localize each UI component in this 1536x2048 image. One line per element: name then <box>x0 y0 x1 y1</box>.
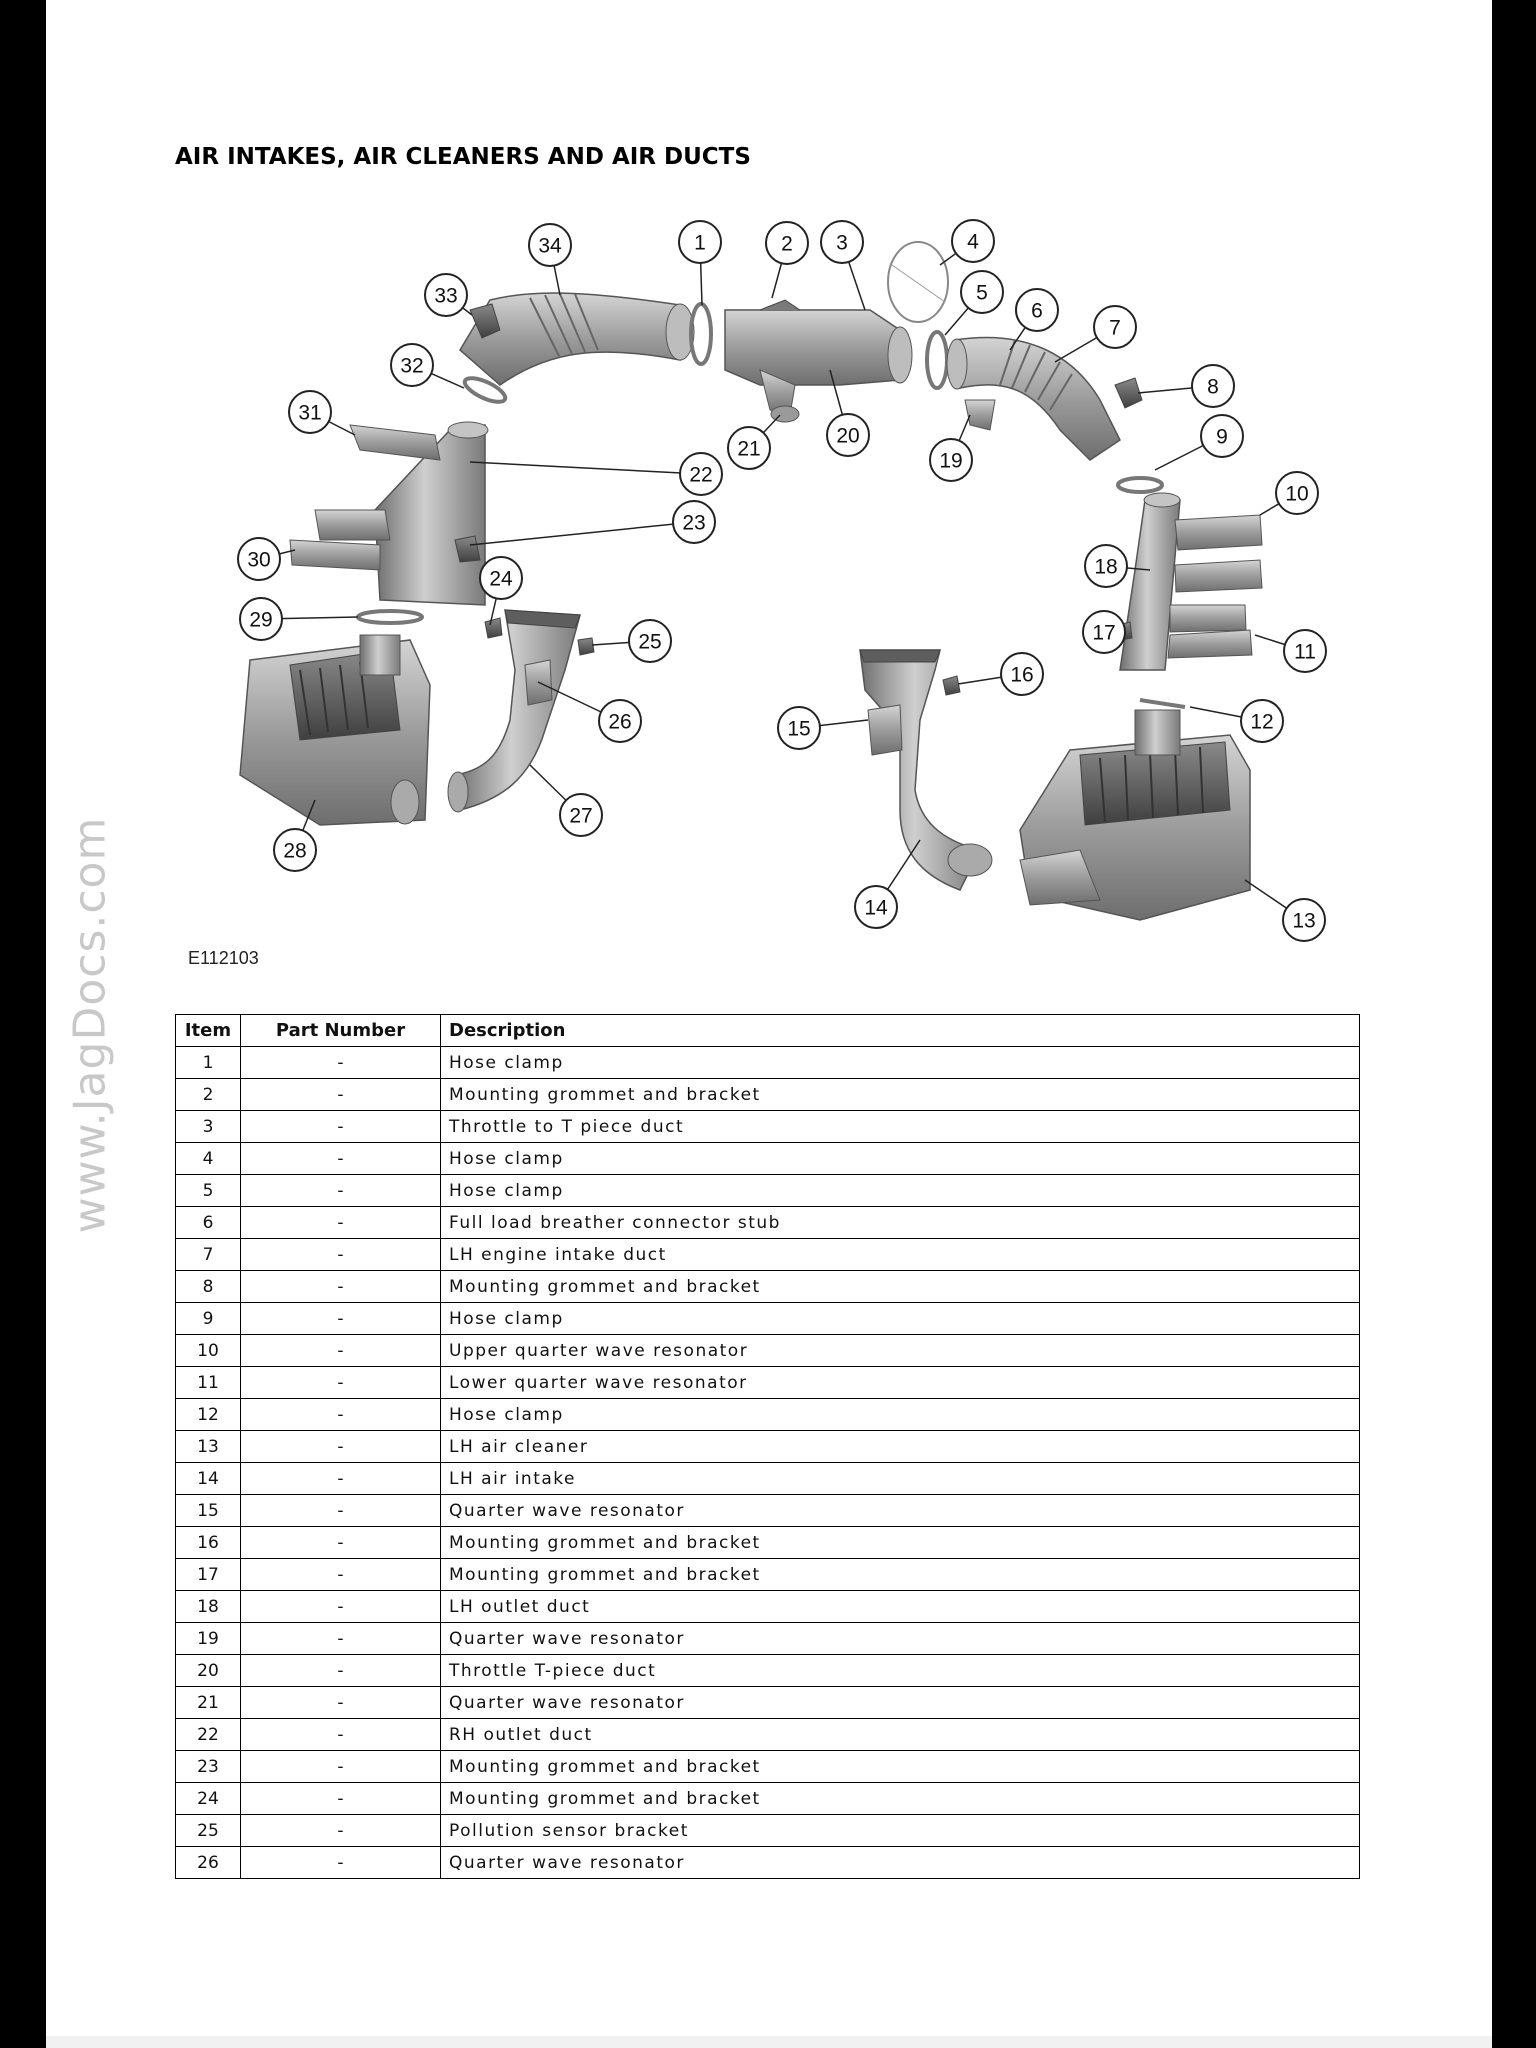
cell-part-number: - <box>241 1463 441 1495</box>
callout-4 <box>952 220 994 262</box>
cell-part-number: - <box>241 1815 441 1847</box>
callout-19 <box>930 439 972 481</box>
cell-description: LH air cleaner <box>441 1431 1360 1463</box>
cell-part-number: - <box>241 1783 441 1815</box>
callout-20 <box>827 414 869 456</box>
mounting-bracket-24 <box>485 618 502 638</box>
table-row <box>176 1559 1360 1591</box>
cell-part-number: - <box>241 1207 441 1239</box>
watermark: www.JagDocs.com <box>64 816 116 1234</box>
callout-label: 29 <box>249 608 273 632</box>
callout-label: 6 <box>1031 299 1043 323</box>
cell-description: Quarter wave resonator <box>441 1687 1360 1719</box>
header-part-number: Part Number <box>241 1015 441 1047</box>
table-row <box>176 1591 1360 1623</box>
cell-part-number: - <box>241 1623 441 1655</box>
cell-item: 13 <box>176 1431 241 1463</box>
callout-12 <box>1241 700 1283 742</box>
table-row <box>176 1847 1360 1879</box>
callout-29 <box>240 598 282 640</box>
table-row <box>176 1687 1360 1719</box>
callout-17 <box>1083 611 1125 653</box>
callout-label: 27 <box>569 804 593 828</box>
hose-clamp-4 <box>888 242 948 322</box>
table-row <box>176 1367 1360 1399</box>
callout-label: 13 <box>1292 909 1316 933</box>
cell-part-number: - <box>241 1047 441 1079</box>
lh-air-cleaner <box>1020 710 1250 920</box>
table-row <box>176 1143 1360 1175</box>
hose-clamp-12 <box>1140 700 1185 707</box>
table-row <box>176 1079 1360 1111</box>
mounting-bracket-16 <box>943 676 960 695</box>
callout-16 <box>1001 653 1043 695</box>
callout-label: 8 <box>1207 375 1219 399</box>
cell-description: Hose clamp <box>441 1047 1360 1079</box>
table-row <box>176 1495 1360 1527</box>
callout-23 <box>673 501 715 543</box>
cell-description: Quarter wave resonator <box>441 1495 1360 1527</box>
callout-label: 32 <box>400 354 424 378</box>
cell-description: RH outlet duct <box>441 1719 1360 1751</box>
page-title: AIR INTAKES, AIR CLEANERS AND AIR DUCTS <box>175 144 751 170</box>
cell-item: 19 <box>176 1623 241 1655</box>
callout-label: 14 <box>864 896 888 920</box>
cell-part-number: - <box>241 1143 441 1175</box>
callout-label: 19 <box>939 449 963 473</box>
table-row <box>176 1399 1360 1431</box>
cell-item: 8 <box>176 1271 241 1303</box>
callout-21 <box>728 427 770 469</box>
cell-item: 14 <box>176 1463 241 1495</box>
callout-10 <box>1276 472 1318 514</box>
callout-label: 26 <box>608 710 632 734</box>
table-header-row <box>176 1015 1360 1047</box>
callout-15 <box>778 707 820 749</box>
cell-description: Mounting grommet and bracket <box>441 1783 1360 1815</box>
cell-description: Hose clamp <box>441 1175 1360 1207</box>
callout-label: 9 <box>1216 425 1228 449</box>
cell-part-number: - <box>241 1591 441 1623</box>
cell-item: 17 <box>176 1559 241 1591</box>
cell-part-number: - <box>241 1527 441 1559</box>
page-border-left <box>0 0 46 2048</box>
table-row <box>176 1207 1360 1239</box>
cell-item: 1 <box>176 1047 241 1079</box>
cell-item: 21 <box>176 1687 241 1719</box>
callout-13 <box>1283 899 1325 941</box>
callout-34 <box>529 224 571 266</box>
rh-air-intake <box>448 610 580 812</box>
cell-part-number: - <box>241 1655 441 1687</box>
cell-description: Mounting grommet and bracket <box>441 1079 1360 1111</box>
table-row <box>176 1175 1360 1207</box>
cell-part-number: - <box>241 1495 441 1527</box>
cell-description: Throttle T-piece duct <box>441 1655 1360 1687</box>
table-row <box>176 1431 1360 1463</box>
rh-engine-intake-duct <box>460 293 694 385</box>
mounting-bracket-23 <box>455 536 480 562</box>
cell-description: Hose clamp <box>441 1303 1360 1335</box>
cell-item: 7 <box>176 1239 241 1271</box>
callout-30 <box>238 538 280 580</box>
cell-item: 25 <box>176 1815 241 1847</box>
cell-item: 9 <box>176 1303 241 1335</box>
callout-11 <box>1284 630 1326 672</box>
cell-item: 22 <box>176 1719 241 1751</box>
page-border-bottom <box>46 2036 1492 2048</box>
header-description: Description <box>441 1015 1360 1047</box>
cell-item: 10 <box>176 1335 241 1367</box>
callout-14 <box>855 886 897 928</box>
callout-label: 3 <box>836 231 848 255</box>
callout-label: 20 <box>836 424 860 448</box>
callout-5 <box>961 271 1003 313</box>
parts-table <box>175 1014 1360 1879</box>
callout-27 <box>560 794 602 836</box>
callout-31 <box>289 391 331 433</box>
callout-label: 4 <box>967 230 979 254</box>
table-row <box>176 1655 1360 1687</box>
cell-description: Quarter wave resonator <box>441 1847 1360 1879</box>
callout-label: 31 <box>298 401 322 425</box>
hose-clamp-9 <box>1118 478 1162 492</box>
cell-description: LH engine intake duct <box>441 1239 1360 1271</box>
cell-part-number: - <box>241 1303 441 1335</box>
cell-item: 12 <box>176 1399 241 1431</box>
cell-description: Mounting grommet and bracket <box>441 1271 1360 1303</box>
callout-32 <box>391 344 433 386</box>
cell-description: Mounting grommet and bracket <box>441 1559 1360 1591</box>
cell-item: 24 <box>176 1783 241 1815</box>
lh-outlet-duct <box>1120 493 1262 670</box>
callout-1 <box>679 221 721 263</box>
cell-description: LH outlet duct <box>441 1591 1360 1623</box>
callout-7 <box>1094 306 1136 348</box>
callout-label: 30 <box>247 548 271 572</box>
cell-description: Pollution sensor bracket <box>441 1815 1360 1847</box>
cell-description: Hose clamp <box>441 1143 1360 1175</box>
cell-description: Hose clamp <box>441 1399 1360 1431</box>
callout-label: 5 <box>976 281 988 305</box>
callout-6 <box>1016 289 1058 331</box>
table-row <box>176 1047 1360 1079</box>
cell-item: 26 <box>176 1847 241 1879</box>
callout-9 <box>1201 415 1243 457</box>
callout-label: 16 <box>1010 663 1034 687</box>
cell-description: Throttle to T piece duct <box>441 1111 1360 1143</box>
table-row <box>176 1303 1360 1335</box>
cell-item: 2 <box>176 1079 241 1111</box>
cell-part-number: - <box>241 1367 441 1399</box>
callout-label: 22 <box>689 463 713 487</box>
lh-engine-intake-duct <box>947 338 1120 461</box>
rh-outlet-duct <box>290 422 488 605</box>
table-row <box>176 1271 1360 1303</box>
hose-clamp-5 <box>927 332 947 388</box>
callout-label: 17 <box>1092 621 1116 645</box>
callout-label: 25 <box>638 630 662 654</box>
cell-part-number: - <box>241 1271 441 1303</box>
callout-label: 33 <box>434 284 458 308</box>
callout-33 <box>425 274 467 316</box>
table-row <box>176 1463 1360 1495</box>
cell-description: Full load breather connector stub <box>441 1207 1360 1239</box>
table-row <box>176 1527 1360 1559</box>
cell-description: LH air intake <box>441 1463 1360 1495</box>
callout-28 <box>274 829 316 871</box>
callout-26 <box>599 700 641 742</box>
exploded-parts-diagram <box>200 210 1340 950</box>
cell-part-number: - <box>241 1335 441 1367</box>
table-row <box>176 1751 1360 1783</box>
cell-part-number: - <box>241 1751 441 1783</box>
table-row <box>176 1815 1360 1847</box>
figure-id: E112103 <box>188 948 259 968</box>
callout-label: 15 <box>787 717 811 741</box>
callout-label: 23 <box>682 511 706 535</box>
table-row <box>176 1335 1360 1367</box>
table-row <box>176 1623 1360 1655</box>
cell-item: 6 <box>176 1207 241 1239</box>
cell-part-number: - <box>241 1111 441 1143</box>
table-row <box>176 1239 1360 1271</box>
cell-part-number: - <box>241 1399 441 1431</box>
pollution-sensor-bracket <box>578 638 594 655</box>
cell-description: Quarter wave resonator <box>441 1623 1360 1655</box>
callout-label: 12 <box>1250 710 1274 734</box>
rh-air-cleaner <box>240 635 430 825</box>
callout-24 <box>480 557 522 599</box>
throttle-t-piece-duct <box>725 300 912 422</box>
cell-part-number: - <box>241 1239 441 1271</box>
callout-label: 18 <box>1094 555 1118 579</box>
cell-part-number: - <box>241 1847 441 1879</box>
callout-label: 24 <box>489 567 513 591</box>
cell-description: Mounting grommet and bracket <box>441 1527 1360 1559</box>
cell-item: 20 <box>176 1655 241 1687</box>
callout-2 <box>766 222 808 264</box>
callout-3 <box>821 221 863 263</box>
cell-item: 15 <box>176 1495 241 1527</box>
table-row <box>176 1719 1360 1751</box>
lh-air-intake <box>860 650 992 890</box>
cell-part-number: - <box>241 1719 441 1751</box>
cell-part-number: - <box>241 1431 441 1463</box>
cell-item: 5 <box>176 1175 241 1207</box>
callout-25 <box>629 620 671 662</box>
callout-label: 28 <box>283 839 307 863</box>
cell-item: 3 <box>176 1111 241 1143</box>
cell-item: 16 <box>176 1527 241 1559</box>
page-border-right <box>1492 0 1536 2048</box>
cell-item: 11 <box>176 1367 241 1399</box>
cell-item: 4 <box>176 1143 241 1175</box>
cell-description: Lower quarter wave resonator <box>441 1367 1360 1399</box>
callout-18 <box>1085 545 1127 587</box>
header-item: Item <box>176 1015 241 1047</box>
cell-part-number: - <box>241 1687 441 1719</box>
callout-label: 2 <box>781 232 793 256</box>
table-row <box>176 1783 1360 1815</box>
cell-part-number: - <box>241 1175 441 1207</box>
cell-description: Mounting grommet and bracket <box>441 1751 1360 1783</box>
callout-8 <box>1192 365 1234 407</box>
callout-label: 7 <box>1109 316 1121 340</box>
callout-label: 11 <box>1294 640 1316 664</box>
callout-22 <box>680 453 722 495</box>
cell-item: 23 <box>176 1751 241 1783</box>
callout-label: 10 <box>1285 482 1309 506</box>
callout-label: 1 <box>694 231 706 255</box>
cell-part-number: - <box>241 1559 441 1591</box>
parts-table-body <box>176 1047 1360 1879</box>
cell-item: 18 <box>176 1591 241 1623</box>
cell-part-number: - <box>241 1079 441 1111</box>
hose-clamp-29 <box>358 611 422 623</box>
mounting-bracket-8 <box>1115 378 1142 408</box>
callout-label: 21 <box>737 437 761 461</box>
callout-label: 34 <box>538 234 562 258</box>
table-row <box>176 1111 1360 1143</box>
cell-description: Upper quarter wave resonator <box>441 1335 1360 1367</box>
